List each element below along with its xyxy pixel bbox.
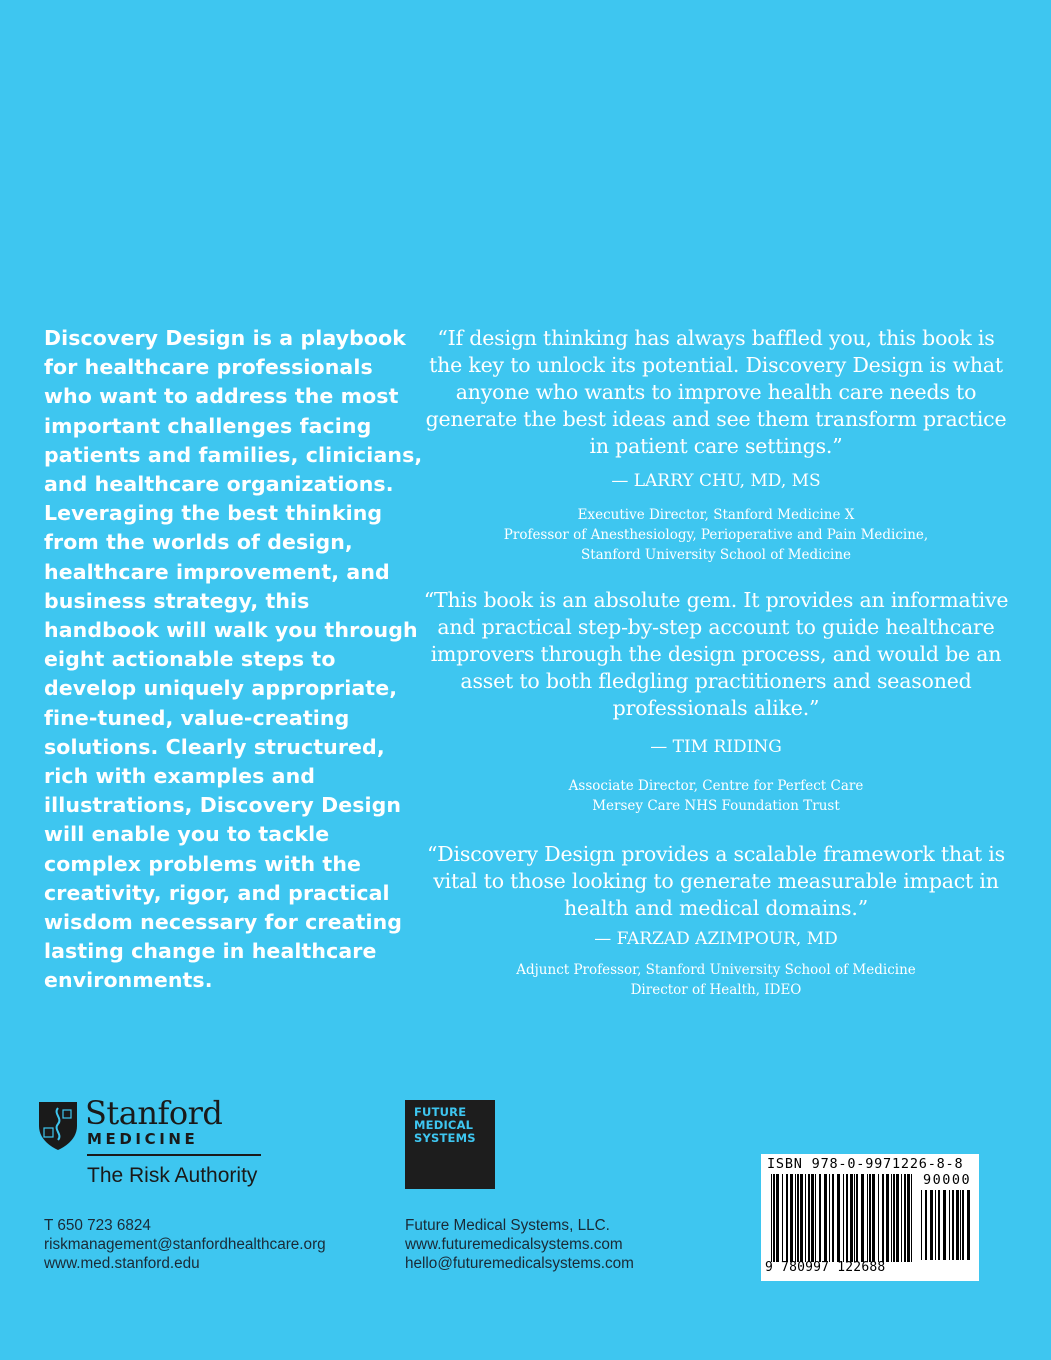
barcode-bar: [805, 1174, 806, 1262]
barcode-bar: [896, 1174, 899, 1262]
barcode-addon-number: 90000: [923, 1172, 972, 1188]
barcode-bar: [776, 1174, 779, 1262]
barcode-bar: [850, 1174, 853, 1262]
barcode-bar: [952, 1190, 954, 1260]
quote-attribution: — TIM RIDING: [650, 737, 782, 757]
barcode-bar: [824, 1174, 827, 1262]
barcode-bar: [795, 1174, 796, 1262]
barcode-bar: [901, 1174, 902, 1262]
endorsement-3: [420, 841, 1012, 1000]
endorsement-2: [420, 587, 1012, 816]
stanford-contact: [44, 1216, 326, 1273]
barcode-bar: [869, 1174, 871, 1262]
barcode-bar: [911, 1174, 912, 1262]
barcode-bar: [854, 1174, 855, 1262]
barcode-bar: [949, 1190, 950, 1260]
barcode-bar: [943, 1190, 946, 1260]
barcode-bar: [856, 1174, 858, 1262]
stanford-medicine-logo: [37, 1094, 277, 1196]
barcode-bars: [771, 1174, 917, 1262]
barcode-bar: [790, 1174, 793, 1262]
quote-role: Mersey Care NHS Foundation Trust: [592, 798, 840, 814]
barcode-bar: [773, 1174, 775, 1262]
fms-logo-line: FUTURE: [414, 1105, 467, 1119]
barcode-addon-bars: [921, 1190, 973, 1260]
barcode-bar: [786, 1174, 788, 1262]
barcode-bar: [861, 1174, 864, 1262]
quote-text: “If design thinking has always baffled you, this book is the key to unlock its potential. Discovery Design is what anyone who wants to improve health care needs to generate the best ideas and see them transform practice in patient care settings.”: [425, 326, 1007, 458]
stanford-wordmark: Stanford: [85, 1094, 223, 1132]
barcode-bar: [771, 1174, 772, 1262]
endorsements: [420, 325, 1012, 1000]
barcode-bar: [797, 1174, 799, 1262]
fms-logo-line: MEDICAL: [414, 1118, 474, 1132]
barcode-bar: [882, 1174, 884, 1262]
barcode-bar: [904, 1174, 906, 1262]
barcode-bar: [808, 1174, 810, 1262]
risk-authority-label: The Risk Authority: [87, 1164, 258, 1187]
email-address: hello@futuremedicalsystems.com: [405, 1255, 634, 1272]
barcode-bar: [886, 1174, 889, 1262]
email-address: riskmanagement@stanfordhealthcare.org: [44, 1236, 326, 1253]
logo-divider: [87, 1154, 261, 1156]
phone-number: T 650 723 6824: [44, 1217, 151, 1234]
website: www.futuremedicalsystems.com: [405, 1236, 623, 1253]
barcode-bar: [891, 1174, 892, 1262]
barcode-bar: [837, 1174, 840, 1262]
barcode-bar: [800, 1174, 803, 1262]
quote-role: Director of Health, IDEO: [630, 982, 802, 998]
barcode-bar: [962, 1190, 964, 1260]
fms-contact: [405, 1216, 634, 1273]
website: www.med.stanford.edu: [44, 1255, 200, 1272]
barcode-bar: [872, 1174, 875, 1262]
barcode-bar: [960, 1190, 961, 1260]
barcode-bar: [815, 1174, 816, 1262]
barcode-bar: [819, 1174, 821, 1262]
barcode-bar: [811, 1174, 814, 1262]
barcode-bar: [846, 1174, 848, 1262]
barcode-bar: [867, 1174, 868, 1262]
barcode-bar: [907, 1174, 910, 1262]
barcode-bar: [930, 1190, 933, 1260]
barcode-bar: [925, 1190, 927, 1260]
future-medical-systems-logo: [405, 1100, 495, 1189]
quote-role: Stanford University School of Medicine: [580, 547, 852, 563]
quote-attribution: — FARZAD AZIMPOUR, MD: [594, 929, 838, 949]
barcode-bar: [938, 1190, 940, 1260]
quote-role: Executive Director, Stanford Medicine X: [577, 507, 855, 523]
barcode-bar: [782, 1174, 783, 1262]
medicine-wordmark: MEDICINE: [87, 1130, 199, 1148]
quote-role: Adjunct Professor, Stanford University School of Medicine: [516, 962, 916, 978]
quote-role: Professor of Anesthesiology, Perioperative and Pain Medicine,: [503, 527, 929, 543]
quote-text: “Discovery Design provides a scalable framework that is vital to those looking to generate measurable impact in health and medical domains.”: [427, 842, 1005, 920]
company-name: Future Medical Systems, LLC.: [405, 1217, 610, 1234]
isbn-label: ISBN 978-0-9971226-8-8: [767, 1156, 964, 1172]
back-cover-blurb: Discovery Design is a playbook for healthcare professionals who want to address the most important challenges facing patients and families, clinicians, and healthcare organizations. Leveraging the best thinking from the worlds of design, healthcare improvement, and business strategy, this handbook will walk you through eight actionable steps to develop uniquely appropriate, fine-tuned, value-creating solutions. Clearly structured, rich with examples and illustrations, Discovery Design will enable you to tackle complex problems with the creativity, rigor, and practical wisdom necessary for creating lasting change in healthcare environments.: [44, 326, 423, 993]
barcode-bar: [921, 1190, 922, 1260]
barcode-bar: [878, 1174, 879, 1262]
barcode-bar: [967, 1190, 970, 1260]
barcode-bar: [956, 1190, 959, 1260]
fms-logo-line: SYSTEMS: [414, 1131, 476, 1145]
barcode-bar: [832, 1174, 834, 1262]
quote-role: Associate Director, Centre for Perfect Care: [568, 778, 864, 794]
barcode-number: 9 780997 122688: [765, 1260, 886, 1275]
barcode-bar: [829, 1174, 830, 1262]
barcode-bar: [893, 1174, 895, 1262]
barcode-bar: [843, 1174, 844, 1262]
barcode-bar: [935, 1190, 936, 1260]
quote-text: “This book is an absolute gem. It provides an informative and practical step-by-step account to guide healthcare improvers through the design process, and would be an asset to both fledgling practitioners and seasoned professionals alike.”: [423, 588, 1009, 720]
stanford-shield-icon: [37, 1100, 79, 1152]
endorsement-1: [420, 325, 1012, 565]
isbn-barcode: [761, 1154, 979, 1281]
quote-attribution: — LARRY CHU, MD, MS: [611, 471, 821, 491]
